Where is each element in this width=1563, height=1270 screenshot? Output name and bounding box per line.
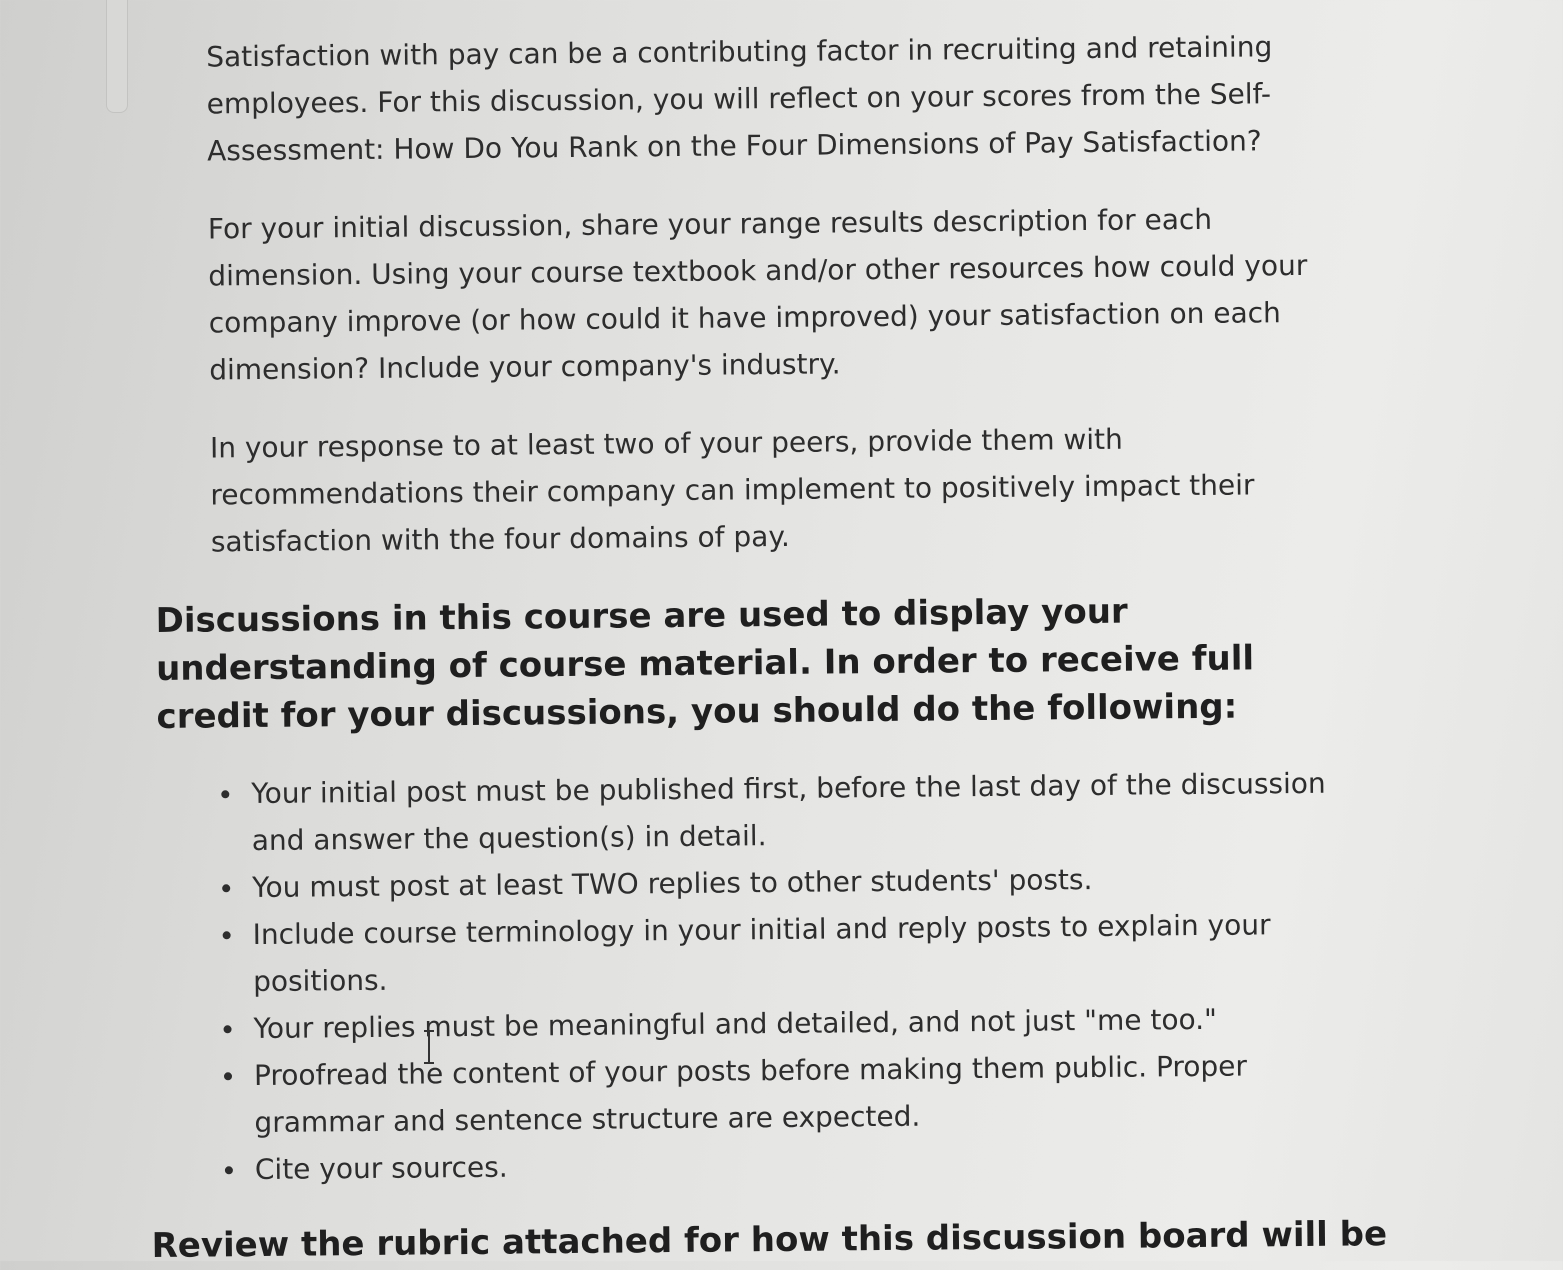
rubric-heading-cutoff: Review the rubric attached for how this discussion board will be (151, 1214, 1388, 1267)
list-item-text: Cite your sources. (254, 1150, 508, 1187)
requirements-list (157, 760, 1355, 1194)
discussion-prompt-body (150, 22, 1422, 1270)
bullet-icon (221, 790, 229, 798)
list-item (224, 1041, 1355, 1146)
bullet-icon (223, 931, 231, 939)
list-item (225, 1135, 1355, 1193)
bullet-icon (222, 884, 230, 892)
text-cursor-icon (422, 1030, 436, 1064)
scrollbar-handle[interactable] (106, 0, 128, 113)
bullet-icon (224, 1072, 232, 1080)
list-item (221, 760, 1352, 865)
list-item-text: Your replies must be meaningful and detailed, and not just "me too." (253, 1002, 1218, 1046)
bullet-icon (224, 1025, 232, 1033)
list-item-text: You must post at least TWO replies to other students' posts. (252, 862, 1093, 905)
bullet-icon (225, 1166, 233, 1174)
intro-paragraph-2: For your initial discussion, share your range results description for each dimension. Using your course textbook and/or other resources how could your company improve (or how could it have improved) your satisfaction on each dimension? Include your company's industry. (207, 202, 1308, 387)
list-item-text: Proofread the content of your posts before making them public. Proper grammar and sentence structure are expected. (253, 1049, 1248, 1140)
requirements-heading: Discussions in this course are used to display your understanding of course material. In order to receive full credit for your discussions, you should do the following: (155, 591, 1255, 737)
list-item-text: Your initial post must be published first, before the last day of the discussion and answer the question(s) in detail. (251, 766, 1326, 858)
intro-paragraph-1: Satisfaction with pay can be a contributing factor in recruiting and retaining employees. For this discussion, you will reflect on your scores from the Self-Assessment: How Do You Rank on the Four Dimensions of Pay Satisfaction? (206, 30, 1273, 168)
left-gutter (0, 0, 140, 1261)
list-item-text: Include course terminology in your initial and reply posts to explain your positions. (252, 908, 1271, 999)
intro-paragraph-3: In your response to at least two of your peers, provide them with recommendations their company can implement to positively impact their satisfaction with the four domains of pay. (209, 422, 1255, 559)
list-item (222, 900, 1353, 1005)
